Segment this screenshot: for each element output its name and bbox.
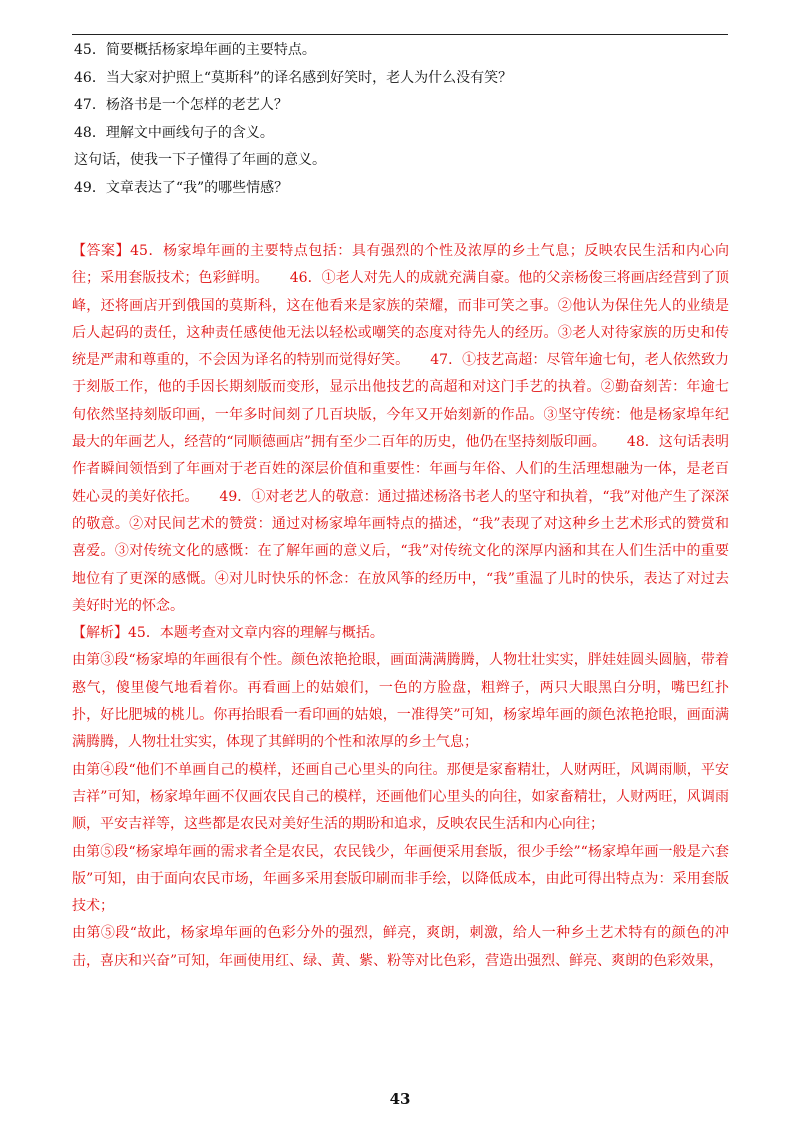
question-47: 47．杨洛书是一个怎样的老艺人？ xyxy=(74,97,288,114)
question-48-sentence: 这句话，使我一下子懂得了年画的意义。 xyxy=(74,152,326,169)
analysis-section xyxy=(72,620,729,975)
answer-label: 【答案】 xyxy=(72,243,131,259)
analysis-paragraph-4: 由第⑤段“故此，杨家埠年画的色彩分外的强烈，鲜亮，爽朗，刺激，给人一种乡土艺术特有的颜色的冲击，喜庆和兴奋”可知，年画使用红、绿、黄、紫、粉等对比色彩，营造出强烈、鲜亮、爽朗的色彩效果， xyxy=(72,925,729,969)
analysis-paragraph-3: 由第⑤段“杨家埠年画的需求者全是农民，农民钱少，年画便采用套版，很少手绘”“杨家埠年画一般是六套版”可知，由于面向农民市场，年画多采用套版印刷而非手绘，以降低成本，由此可得出特点为：采用套版技术； xyxy=(72,843,729,915)
analysis-intro xyxy=(72,620,729,647)
answer-section xyxy=(72,238,729,975)
question-46: 46．当大家对护照上“莫斯科”的译名感到好笑时，老人为什么没有笑？ xyxy=(74,69,513,86)
question-48: 48．理解文中画线句子的含义。 xyxy=(74,124,274,141)
question-49: 49．文章表达了“我”的哪些情感？ xyxy=(74,179,289,196)
analysis-intro-text: 45．本题考查对文章内容的理解与概括。 xyxy=(128,625,384,642)
analysis-paragraph-2: 由第④段“他们不单画自己的模样，还画自己心里头的向往。那便是家畜精壮，人财两旺，风调雨顺，平安吉祥”可知，杨家埠年画不仅画农民自己的模样，还画他们心里头的向往，如家畜精壮，人财两旺，风调雨顺，平安吉祥等，这些都是农民对美好生活的期盼和追求，反映农民生活和内心向往； xyxy=(72,761,729,833)
answer-paragraph xyxy=(72,238,729,620)
page-number: 43 xyxy=(389,1090,411,1108)
question-list xyxy=(74,37,730,203)
question-45: 45．简要概括杨家埠年画的主要特点。 xyxy=(74,42,316,58)
answer-text: 45．杨家埠年画的主要特点包括：具有强烈的个性及浓厚的乡土气息；反映农民生活和内心向往；采用套版技术；色彩鲜明。 46．①老人对先人的成就充满自豪。他的父亲杨俊三将画店经营到了顶峰，还将画店开到俄国的莫斯科，这在他看来是家族的荣耀，而非可笑之事。②他认为保住先人的业绩是后人起码的责任，这种责任感使他无法以轻松或嘲笑的态度对待先人的经历。③老人对待家族的历史和传统是严肃和尊重的，不会因为译名的特别而觉得好笑。 47．①技艺高超：尽管年逾七旬，老人依然致力于刻版工作，他的手因长期刻版而变形，显示出他技艺的高超和对这门手艺的执着。②勤奋刻苦：年逾七旬依然坚持刻版印画，一年多时间刻了几百块版，今年又开始刻新的作品。③坚守传统：他是杨家埠年纪最大的年画艺人，经营的“同顺德画店”拥有至少二百年的历史，他仍在坚持刻版印画。 48．这句话表明作者瞬间领悟到了年画对于老百姓的深层价值和重要性：年画与年俗、人们的生活理想融为一体，是老百姓心灵的美好依托。 49．①对老艺人的敬意：通过描述杨洛书老人的坚守和执着，“我”对他产生了深深的敬意。②对民间艺术的赞赏：通过对杨家埠年画特点的描述，“我”表现了对这种乡土艺术形式的赞赏和喜爱。③对传统文化的感慨：在了解年画的意义后，“我”对传统文化的深厚内涵和其在人们生活中的重要地位有了更深的感慨。④对儿时快乐的怀念：在放风筝的经历中，“我”重温了儿时的快乐，表达了对过去美好时光的怀念。 xyxy=(72,243,730,614)
analysis-paragraph-1: 由第③段“杨家埠的年画很有个性。颜色浓艳抢眼，画面满满腾腾，人物壮壮实实，胖娃娃圆头圆脑，带着憨气，傻里傻气地看着你。再看画上的姑娘们，一色的方脸盘，粗辫子，两只大眼黑白分明，嘴巴红扑扑，好比肥城的桃儿。你再抬眼看一看印画的姑娘，一准得笑”可知，杨家埠年画的颜色浓艳抢眼，画面满满腾腾，人物壮壮实实，体现了其鲜明的个性和浓厚的乡土气息； xyxy=(72,652,729,751)
header-rule xyxy=(72,34,728,35)
analysis-label: 【解析】 xyxy=(72,625,128,642)
